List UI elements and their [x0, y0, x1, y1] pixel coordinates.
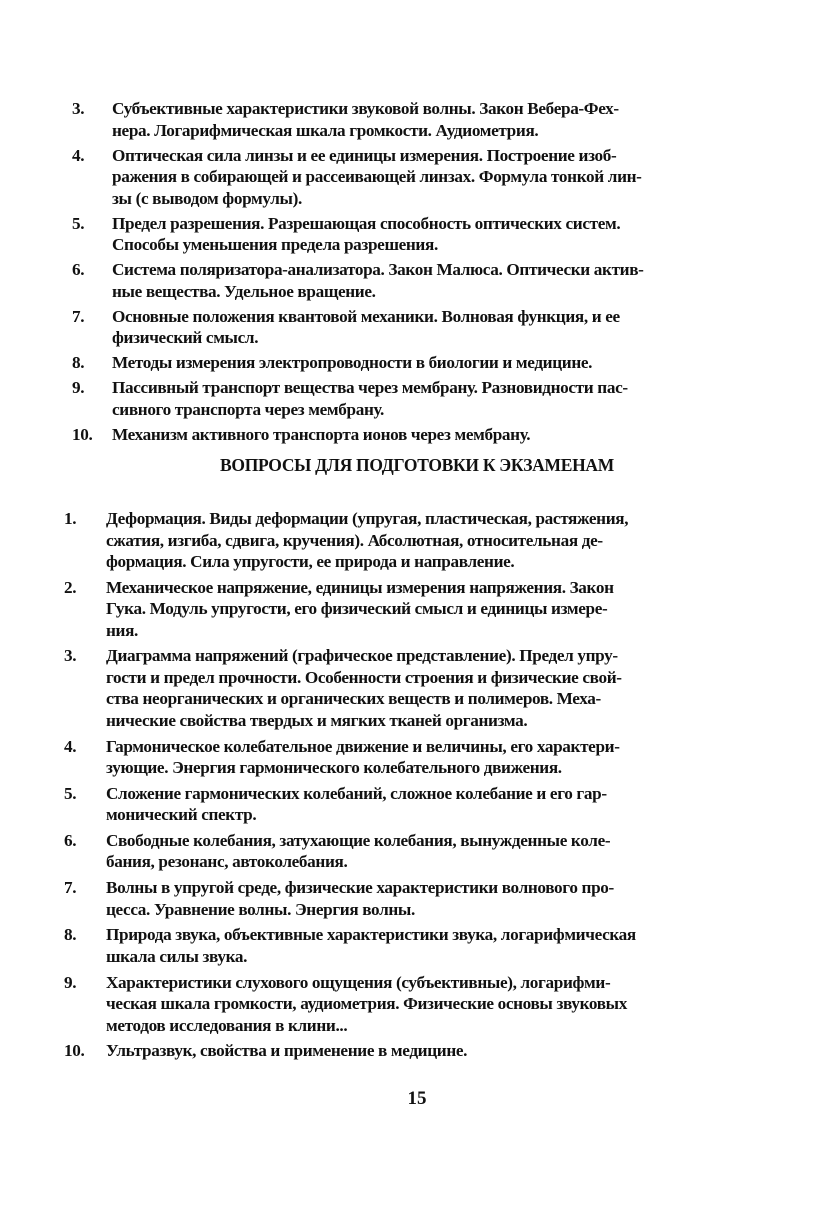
list-item	[64, 424, 734, 446]
item-number: 10.	[72, 424, 93, 444]
list-item	[64, 877, 734, 920]
item-number: 6.	[64, 830, 77, 850]
page-number: 15	[407, 1088, 427, 1109]
list-item	[64, 924, 734, 967]
item-text: Система поляризатора-анализатора. Закон Малюса. Оптически актив- ные вещества. Удельное вращение.	[112, 260, 644, 301]
list-item	[64, 352, 734, 374]
item-text: Диаграмма напряжений (графическое представление). Предел упру- гости и предел прочности. Особенности строения и физические свой- ства неорганических и органических веществ и полимеров. Меха- нические свойства твердых и мягких тканей организма.	[106, 646, 622, 730]
list-item	[64, 577, 734, 642]
list-item	[64, 98, 734, 141]
list-item	[64, 972, 734, 1037]
list-item	[64, 259, 734, 302]
item-number: 8.	[72, 353, 85, 372]
item-number: 5.	[72, 213, 85, 233]
item-number: 10.	[64, 1041, 85, 1061]
list-item	[64, 508, 734, 573]
item-text: Деформация. Виды деформации (упругая, пластическая, растяжения, сжатия, изгиба, сдвига, кручения). Абсолютная, относительная де- формация. Сила упругости, ее природа и направление.	[106, 509, 629, 571]
item-number: 4.	[72, 145, 85, 165]
item-text: Оптическая сила линзы и ее единицы измерения. Построение изоб- ражения в собирающей и рассеивающей линзах. Формула тонкой лин- зы (с выводом формулы).	[112, 145, 642, 208]
item-text: Свободные колебания, затухающие колебания, вынужденные коле- бания, резонанс, автоколебания.	[106, 830, 611, 872]
item-text: Механическое напряжение, единицы измерения напряжения. Закон Гука. Модуль упругости, его физический смысл и единицы измере- ния.	[106, 577, 614, 640]
item-number: 7.	[64, 878, 77, 898]
list-item	[64, 213, 734, 256]
item-text: Субъективные характеристики звуковой волны. Закон Вебера-Фех- нера. Логарифмическая шкала громкости. Аудиометрия.	[112, 99, 619, 140]
list-item	[64, 783, 734, 826]
item-text: Волны в упругой среде, физические характеристики волнового про- цесса. Уравнение волны. Энергия волны.	[106, 878, 614, 919]
item-number: 9.	[64, 972, 77, 992]
item-text: Пассивный транспорт вещества через мембрану. Разновидности пас- сивного транспорта через мембрану.	[112, 378, 628, 419]
item-number: 3.	[64, 646, 77, 666]
item-text: Природа звука, объективные характеристики звука, логарифмическая шкала силы звука.	[106, 925, 636, 966]
item-text: Методы измерения электропроводности в биологии и медицине.	[112, 353, 593, 372]
list-item	[64, 145, 734, 210]
item-number: 9.	[72, 378, 85, 397]
list-item	[64, 830, 734, 873]
item-number: 8.	[64, 925, 77, 945]
item-number: 6.	[72, 260, 85, 279]
item-text: Предел разрешения. Разрешающая способность оптических систем. Способы уменьшения предела разрешения.	[112, 213, 621, 254]
item-text: Сложение гармонических колебаний, сложное колебание и его гар- монический спектр.	[106, 783, 607, 825]
list-item	[64, 306, 734, 349]
exam-questions-list	[64, 508, 734, 1066]
item-text: Гармоническое колебательное движение и величины, его характери- зующие. Энергия гармонического колебательного движения.	[106, 736, 620, 778]
item-number: 1.	[64, 509, 77, 528]
list-item	[64, 1040, 734, 1062]
section-heading: ВОПРОСЫ ДЛЯ ПОДГОТОВКИ К ЭКЗАМЕНАМ	[220, 455, 614, 475]
item-number: 4.	[64, 736, 77, 756]
list-item	[64, 736, 734, 779]
item-number: 5.	[64, 783, 77, 803]
item-number: 7.	[72, 306, 85, 326]
item-text: Основные положения квантовой механики. Волновая функция, и ее физический смысл.	[112, 306, 620, 347]
topic-list	[64, 98, 734, 449]
item-text: Механизм активного транспорта ионов через мембрану.	[112, 424, 531, 444]
item-text: Характеристики слухового ощущения (субъективные), логарифми- ческая шкала громкости, аудиометрия. Физические основы звуковых методов исследования в клини...	[106, 972, 627, 1035]
item-text: Ультразвук, свойства и применение в медицине.	[106, 1041, 468, 1061]
item-number: 3.	[72, 99, 85, 118]
list-item	[64, 377, 734, 420]
list-item	[64, 645, 734, 731]
item-number: 2.	[64, 577, 77, 597]
